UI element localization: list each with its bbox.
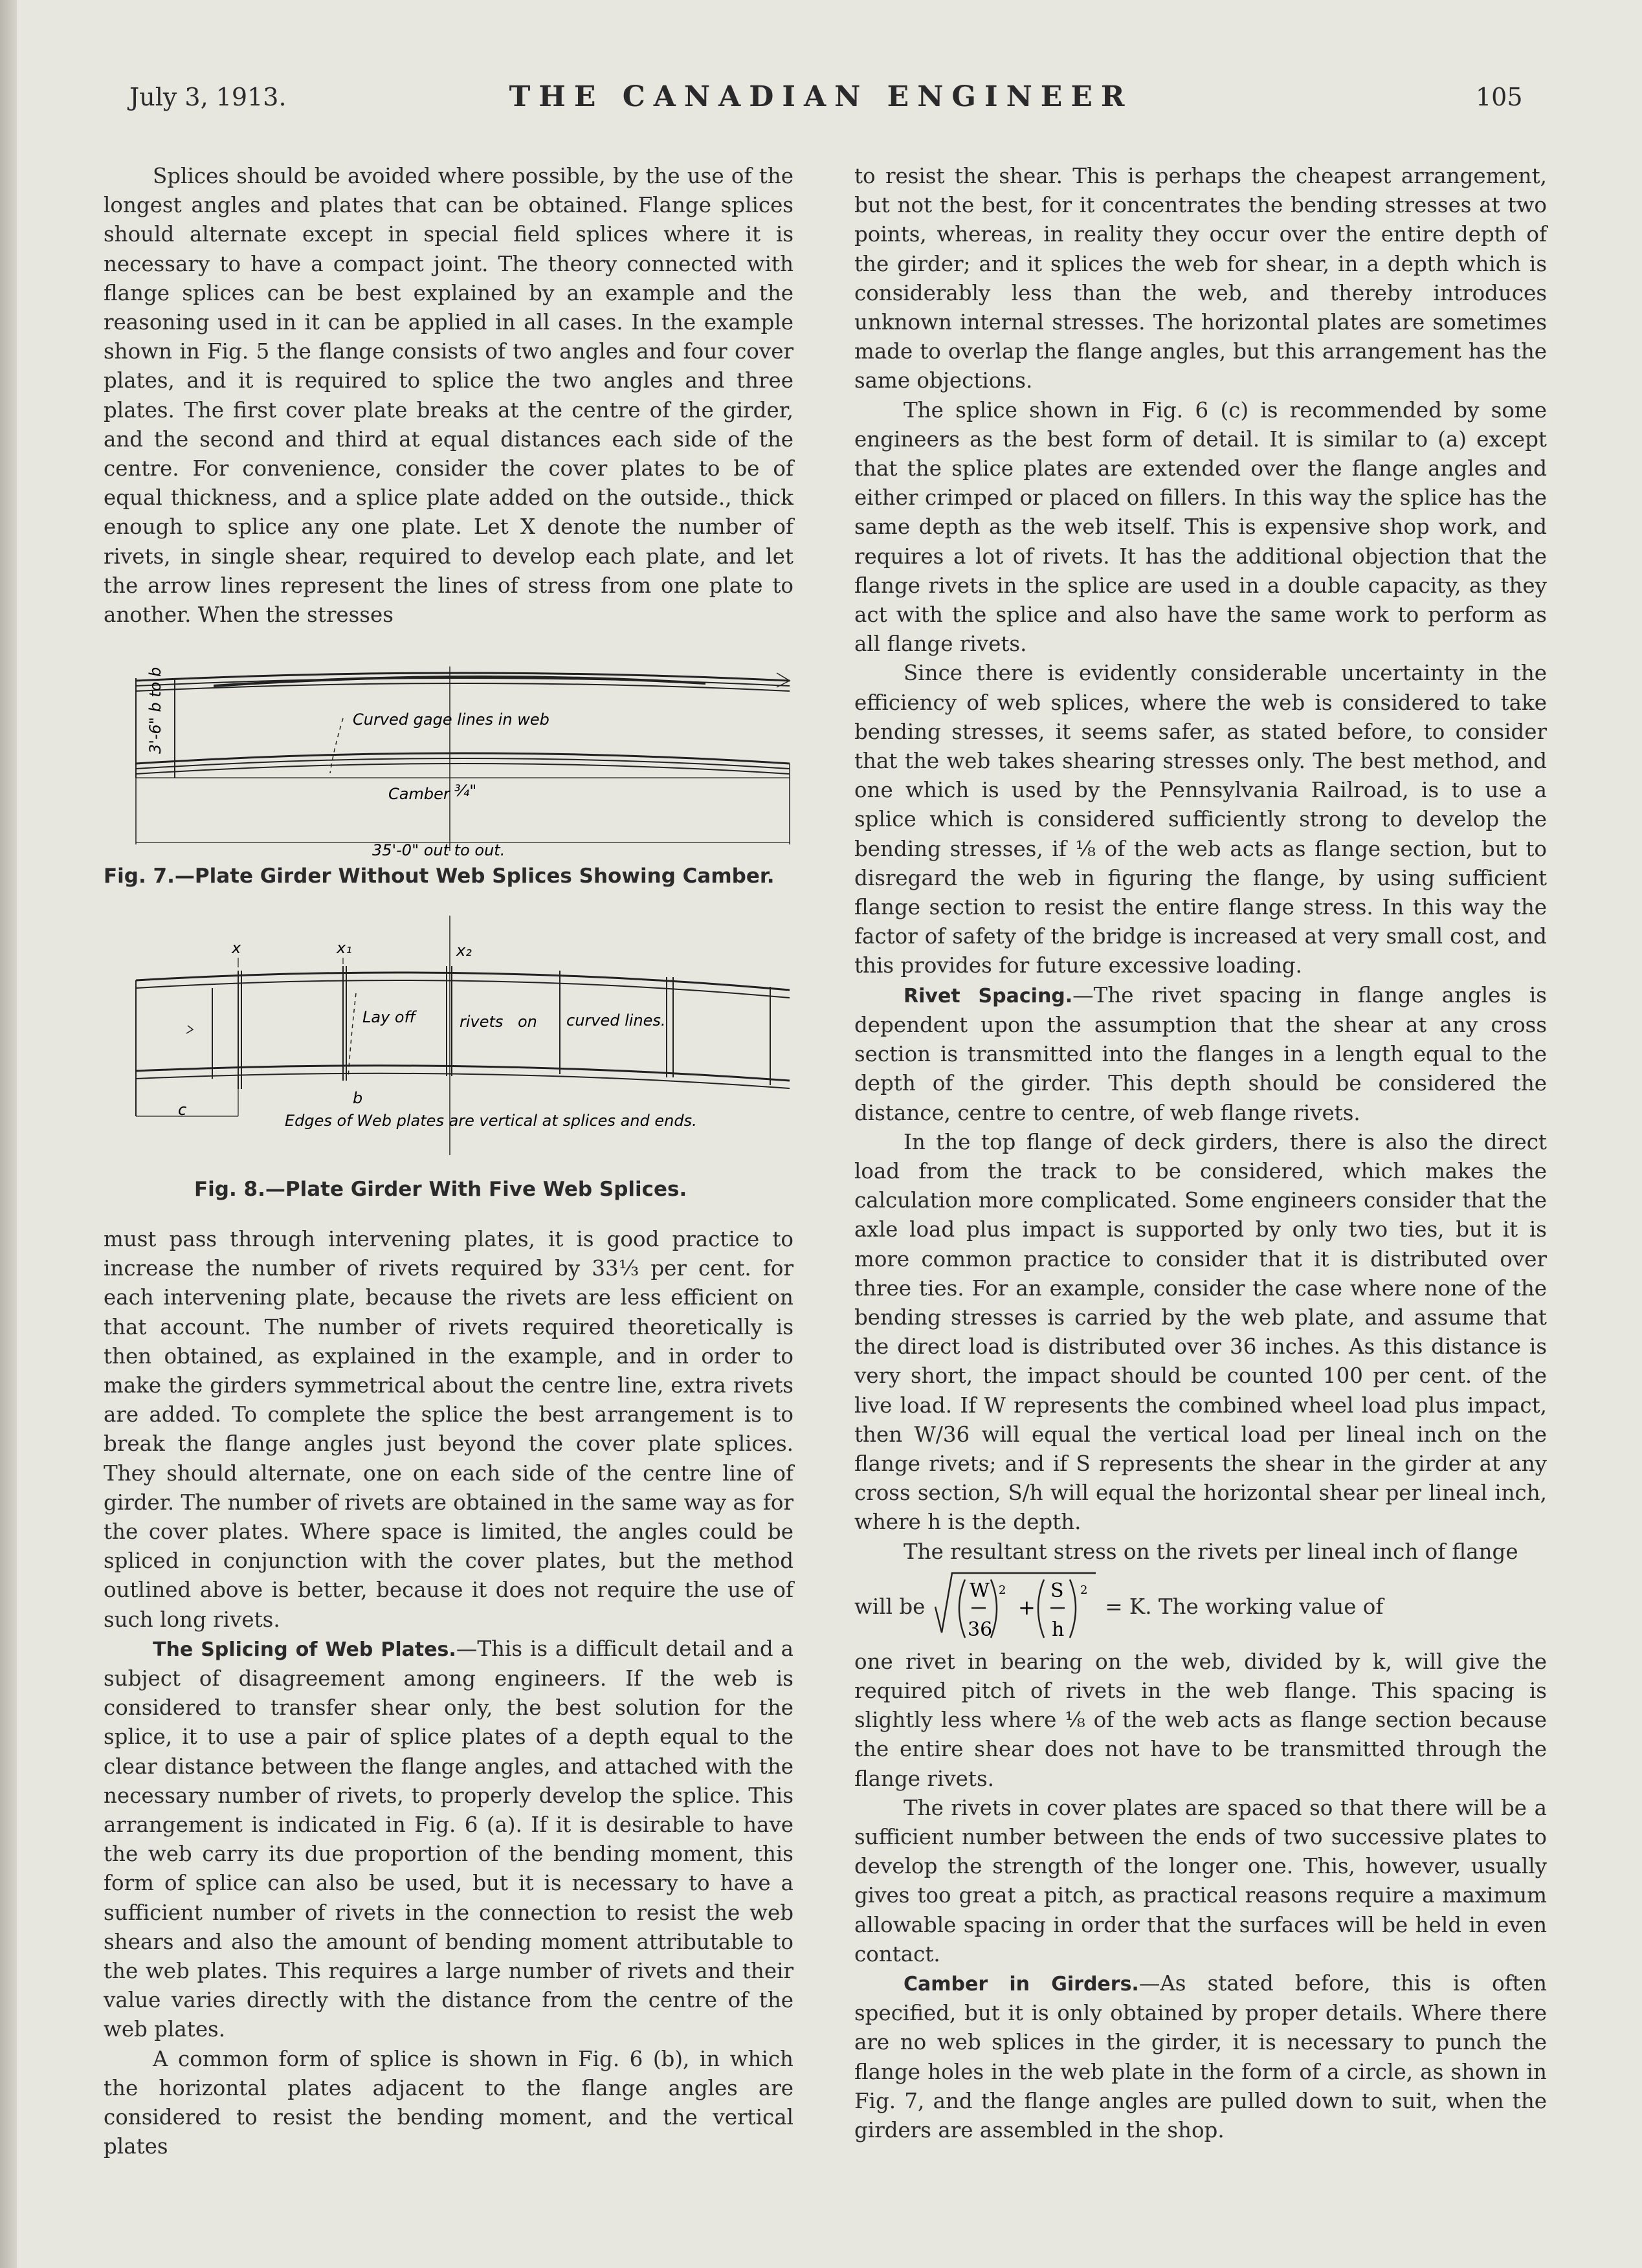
fig8-x1-label: x₁: [337, 939, 352, 957]
fig8-c-label: c: [178, 1101, 187, 1119]
page-number: 105: [1476, 83, 1523, 111]
formula-expression: [934, 1568, 1096, 1646]
formula-h: h: [1052, 1618, 1065, 1642]
fig8-layoff-label: Lay off: [362, 1008, 416, 1026]
paragraph: must pass through intervening plates, it is good practice to increase the number of rivets required by 33⅓ per cent. for each intervening plate, because the rivets are less efficient on that account. The number of rivets required theoretically is then obtained, as explained in the example, and in order to make the girders symmetrical about the centre line, extra rivets are added. To complete the splice the best arrangement is to break the flange angles just beyond the cover plate splices. They should alternate, one on each side of the centre line of girder. The number of rivets are obtained in the same way as for the cover plates. Where space is limited, the angles could be spliced in conjunction with the cover plates, but the method outlined above is better, because it does not require the use of such long rivets.: [104, 1227, 793, 1632]
formula-S: S: [1050, 1580, 1064, 1603]
fig8-curved-label: curved lines.: [566, 1011, 666, 1029]
left-column-bottom: [104, 1225, 793, 2162]
fig7-girder-camber-drawing: [123, 666, 803, 861]
fig8-on-label: on: [518, 1013, 537, 1031]
formula-plus: +: [1018, 1595, 1036, 1620]
left-column-top: [104, 162, 793, 630]
paragraph: The rivets in cover plates are spaced so that there will be a sufficient number between the ends of two successive plates to develop the strength of the longer one. This, however, usually gives too great a pitch, as practical reasons require a maximum allowable spacing in order that the surfaces will be held in even contact.: [854, 1795, 1547, 1966]
section-heading-web-plates: The Splicing of Web Plates.: [153, 1638, 456, 1661]
fig8-girder-splices-drawing: [123, 916, 803, 1155]
paragraph-text: —This is a difficult detail and a subject of disagreement among engineers. If the web is considered to transfer shear only, the best solution for the splice, it to use a pair of splice plates of a depth equal to the clear distance between the flange angles, and attached with the necessary number of rivets, to properly develop the splice. This arrangement is indicated in Fig. 6 (a). If it is desirable to have the web carry its due proportion of the bending moment, this form of splice can also be used, but it is necessary to have a sufficient number of rivets in the connection to resist the web shears and also the amount of bending moment attributable to the web plates. This requires a large number of rivets and their value varies directly with the distance from the centre of the web plates.: [104, 1636, 794, 2042]
paragraph: Splices should be avoided where possible, by the use of the longest angles and plates that can be obtained. Flange splices should alternate except in special field splices where it is necessary to have a compact joint. The theory connected with flange splices can be best explained by an example and the reasoning used in it can be applied in all cases. In the example shown in Fig. 5 the flange consists of two angles and four cover plates, and it is required to splice the two angles and three plates. The first cover plate breaks at the centre of the girder, and the second and third at equal distances each side of the centre. For convenience, consider the cover plates to be of equal thickness, and a splice plate added on the outside., thick enough to splice any one plate. Let X denote the number of rivets, in single shear, required to develop each plate, and let the arrow lines represent the lines of stress from one plate to another. When the stresses: [104, 164, 793, 628]
paragraph: The resultant stress on the rivets per lineal inch of flange: [904, 1539, 1518, 1564]
header-date: July 3, 1913.: [129, 83, 287, 111]
resultant-formula: [854, 1567, 1547, 1647]
paragraph: A common form of splice is shown in Fig. 6 (b), in which the horizontal plates adjacent to the flange angles are considered to resist the bending moment, and the vertical plates: [104, 2046, 793, 2159]
formula-suffix: = K. The working value of: [1105, 1594, 1384, 1619]
fig8-edges-label: Edges of Web plates are vertical at splices and ends.: [285, 1112, 697, 1130]
fig8-rivets-label: rivets: [460, 1013, 504, 1031]
formula-exp1: 2: [999, 1583, 1006, 1598]
paragraph-text: —As stated before, this is often specified, but it is only obtained by proper details. Where there are no web splices in the girder, it is necessary to punch the flange holes in the web plate in the form of a circle, as shown in Fig. 7, and the flange angles are pulled down to suit, when the girders are assembled in the shop.: [854, 1970, 1547, 2142]
fig7-camber-label: Camber: [388, 785, 450, 803]
section-heading-camber: Camber in Girders.: [904, 1972, 1139, 1996]
paragraph: to resist the shear. This is perhaps the cheapest arrangement, but not the best, for it concentrates the bending stresses at two points, whereas, in reality they occur over the entire depth of the girder; and it splices the web for shear, in a depth which is considerably less than the web, and thereby introduces unknown internal stresses. The horizontal plates are sometimes made to overlap the flange angles, but this arrangement has the same objections.: [854, 164, 1547, 393]
fig8-caption: Fig. 8.—Plate Girder With Five Web Splices.: [194, 1178, 687, 1201]
formula-36: 36: [968, 1618, 993, 1642]
fig8-x2-label: x₂: [456, 941, 472, 960]
paragraph-text: —The rivet spacing in flange angles is dependent upon the assumption that the shear at any cross section is transmitted into the flanges in a length equal to the depth of the girder. This depth should be considered the distance, centre to centre, of web flange rivets.: [854, 982, 1547, 1125]
fig7-length-label: 35'-0" out to out.: [372, 841, 505, 859]
formula-prefix: will be: [854, 1594, 926, 1619]
paragraph-camber: [854, 1969, 1547, 2145]
formula-W: W: [970, 1580, 990, 1603]
paragraph: In the top flange of deck girders, there is also the direct load from the track to be considered, which makes the calculation more complicated. Some engineers consider that the axle load plus impact is supported by only two ties, but it is more common practice to consider that it is distributed over three ties. For an example, consider the case where none of the bending stresses is carried by the web plate, and assume that the direct load is distributed over 36 inches. As this distance is very short, the impact should be counted 100 per cent. of the live load. If W represents the combined wheel load plus impact, then W/36 will equal the vertical load per lineal inch on the flange rivets; and if S represents the shear in the girder at any cross section, S/h will equal the horizontal shear per lineal inch, where h is the depth.: [854, 1129, 1547, 1535]
fig7-camber-value: ¾": [454, 782, 477, 800]
section-heading-rivet-spacing: Rivet Spacing.: [904, 984, 1073, 1007]
journal-title: THE CANADIAN ENGINEER: [509, 80, 1133, 113]
paragraph-web-plates: [104, 1635, 793, 2045]
paragraph: Since there is evidently considerable uncertainty in the efficiency of web splices, where the web is considered to take bending stresses, it seems safer, as stated before, to consider that the web takes shearing stresses only. The best method, and one which is used by the Pennsylvania Railroad, is to use a splice which is considered sufficiently strong to develop the bending stresses, if ⅛ of the web acts as flange section, but to disregard the web in figuring the flange, by using sufficient flange section to resist the entire flange stress. In this way the factor of safety of the bridge is increased at very small cost, and this provides for future excessive loading.: [854, 661, 1547, 978]
paragraph-rivet-spacing: [854, 981, 1547, 1128]
fig7-caption: Fig. 7.—Plate Girder Without Web Splices Showing Camber.: [104, 864, 775, 888]
paragraph: one rivet in bearing on the web, divided by k, will give the required pitch of rivets in the web flange. This spacing is slightly less where ⅛ of the web acts as flange section because the entire shear does not have to be transmitted through the flange rivets.: [854, 1649, 1547, 1791]
fig7-depth-label: 3'-6" b to b: [146, 666, 164, 754]
fig8-x-label: x: [232, 939, 241, 957]
page-edge: [0, 0, 17, 2268]
paragraph: The splice shown in Fig. 6 (c) is recommended by some engineers as the best form of detail. It is similar to (a) except that the splice plates are extended over the flange angles and either crimped or placed on fillers. In this way the splice has the same depth as the web itself. This is expensive shop work, and requires a lot of rivets. It has the additional objection that the flange rivets in the splice are used in a double capacity, as they act with the splice and also have the same work to perform as all flange rivets.: [854, 397, 1547, 657]
fig8-b-label: b: [353, 1089, 363, 1107]
right-column: [854, 162, 1547, 2145]
fig7-gage-label: Curved gage lines in web: [353, 710, 549, 729]
formula-exp2: 2: [1080, 1583, 1088, 1598]
